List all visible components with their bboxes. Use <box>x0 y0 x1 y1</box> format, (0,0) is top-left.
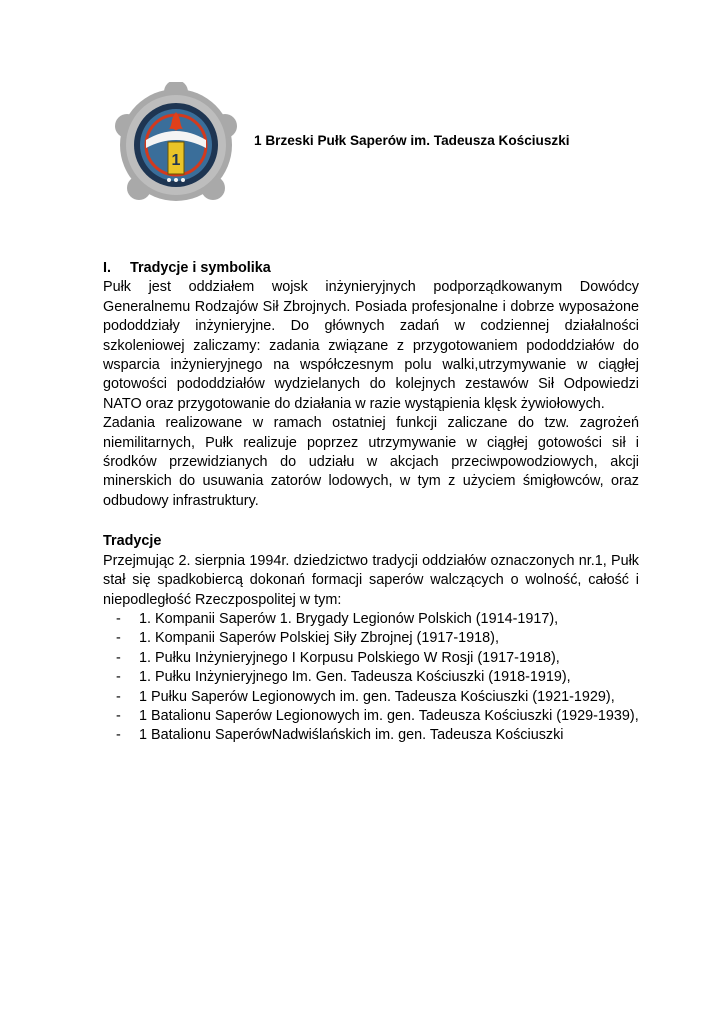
list-item <box>103 610 639 629</box>
paragraph-nonmilitary-tasks: Zadania realizowane w ramach ostatniej funkcji zaliczane do tzw. zagrożeń niemilitarnych, Pułk realizuje poprzez utrzymywanie w ciągłej gotowości sił i środków przewidzianych do udziału w akcjach przeciwpowodziowych, akcji minerskich do usuwania zatorów lodowych, w tym z użyciem śmigłowców, oraz odbudowy infrastruktury. <box>103 415 639 509</box>
list-item <box>103 629 639 648</box>
document-title: 1 Brzeski Pułk Saperów im. Tadeusza Kościuszki <box>254 133 570 148</box>
list-item <box>103 707 639 726</box>
list-item-text: 1. Pułku Inżynieryjnego I Korpusu Polskiego W Rosji (1917-1918), <box>139 649 560 666</box>
section-heading-tradycje-i-symbolika <box>103 259 639 278</box>
traditions-list <box>103 610 639 746</box>
list-bullet: - <box>116 688 121 705</box>
list-item-text: 1. Kompanii Saperów Polskiej Siły Zbrojnej (1917-1918), <box>139 630 499 647</box>
emblem-graphic <box>113 82 239 208</box>
list-item-text: 1. Kompanii Saperów 1. Brygady Legionów Polskich (1914-1917), <box>139 610 559 627</box>
list-item <box>103 726 639 745</box>
paragraph-traditions-intro: Przejmując 2. sierpnia 1994r. dziedzictwo tradycji oddziałów oznaczonych nr.1, Pułk stał się spadkobiercą dokonań formacji saperów walczących o wolność, całość i niepodległość Rzeczpospolitej w tym: <box>103 552 639 608</box>
section-title: Tradycje i symbolika <box>130 260 271 276</box>
list-item-text: 1 Batalionu SaperówNadwiślańskich im. gen. Tadeusza Kościuszki <box>139 727 564 744</box>
list-bullet: - <box>116 707 121 724</box>
list-item <box>103 649 639 668</box>
document-body <box>103 259 639 746</box>
list-bullet: - <box>116 630 121 647</box>
list-item <box>103 688 639 707</box>
list-item-text: 1. Pułku Inżynieryjnego Im. Gen. Tadeusza Kościuszki (1918-1919), <box>139 669 571 686</box>
list-bullet: - <box>116 669 121 686</box>
list-item <box>103 668 639 687</box>
list-item-text: 1 Pułku Saperów Legionowych im. gen. Tadeusza Kościuszki (1921-1929), <box>139 688 615 705</box>
regiment-emblem <box>113 82 239 208</box>
list-bullet: - <box>116 727 121 744</box>
list-item-text: 1 Batalionu Saperów Legionowych im. gen. Tadeusza Kościuszki (1929-1939), <box>139 707 639 724</box>
subheading-tradycje: Tradycje <box>103 533 162 550</box>
emblem-number: 1 <box>171 152 181 169</box>
section-number: I. <box>103 260 111 276</box>
list-bullet: - <box>116 610 121 627</box>
paragraph-unit-description: Pułk jest oddziałem wojsk inżynieryjnych podporządkowanym Dowódcy Generalnemu Rodzajów Sił Zbrojnych. Posiada profesjonalne i dobrze wyposażone pododdziały inżynieryjne. Do głównych zadań w codziennej działalności szkoleniowej zaliczamy: zadania związane z przygotowaniem pododdziałów do wsparcia inżynieryjnego na współczesnym polu walki,utrzymywanie w ciągłej gotowości pododdziałów wydzielanych do kolejnych zestawów Sił Odpowiedzi NATO oraz przygotowanie do działania w razie wystąpienia klęsk żywiołowych. <box>103 279 639 412</box>
list-bullet: - <box>116 649 121 666</box>
